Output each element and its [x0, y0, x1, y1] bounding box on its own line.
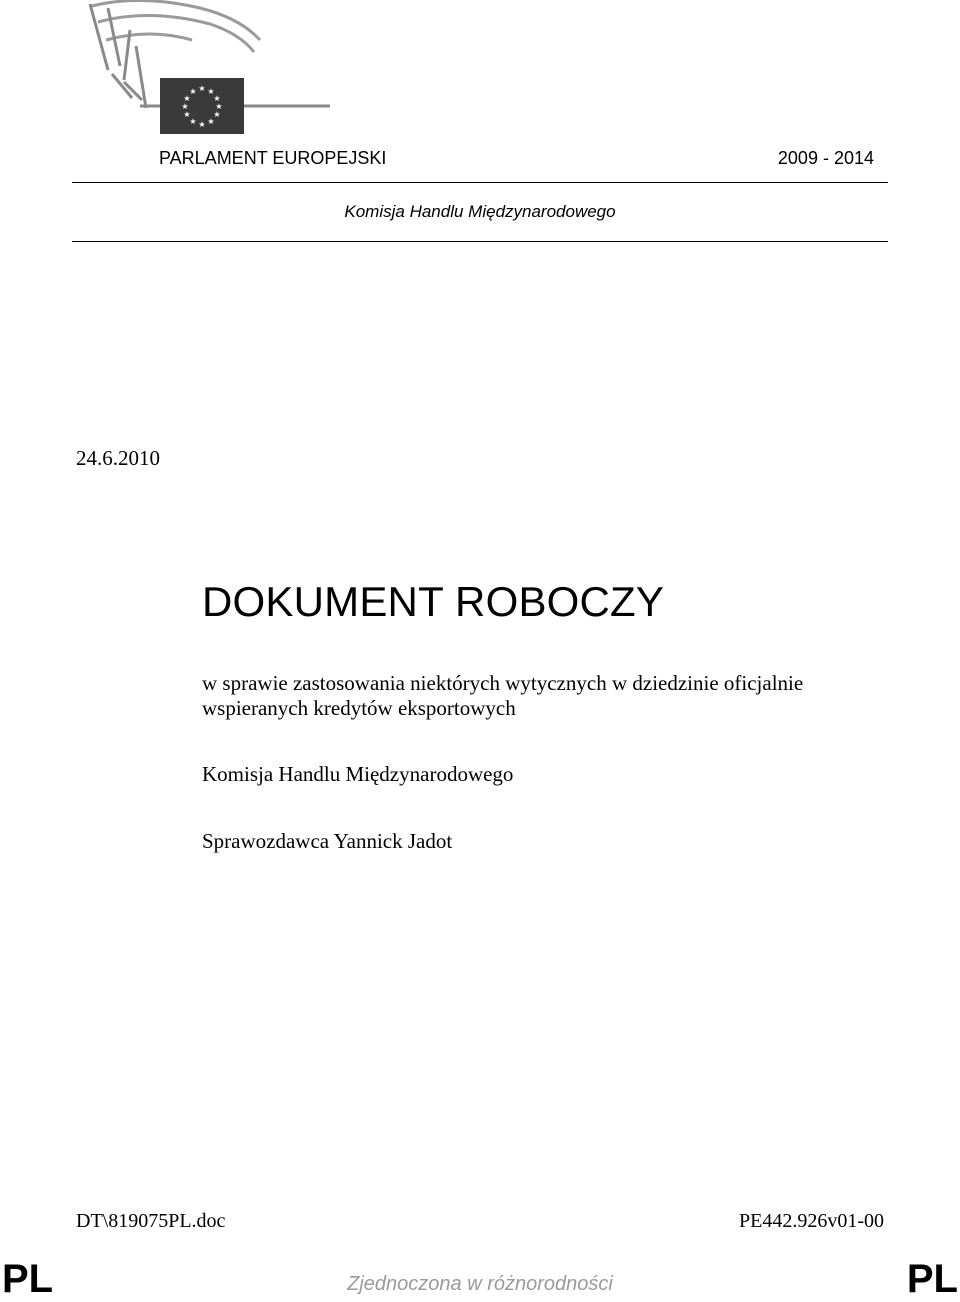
header-divider-bottom [72, 241, 888, 242]
document-title: DOKUMENT ROBOCZY [202, 578, 665, 625]
svg-text:★: ★ [207, 87, 215, 96]
parliamentary-term: 2009 - 2014 [777, 148, 874, 168]
subject-line: wspieranych kredytów eksportowych [202, 696, 516, 720]
svg-text:★: ★ [181, 102, 189, 111]
parliament-emblem-icon [80, 0, 340, 140]
document-header [159, 148, 874, 172]
document-date: 24.6.2010 [76, 446, 160, 470]
svg-text:★: ★ [198, 120, 206, 129]
document-subject [202, 671, 882, 721]
language-code-right: PL [906, 1257, 958, 1301]
header-divider-top [72, 182, 888, 183]
svg-text:★: ★ [183, 110, 191, 119]
svg-text:★: ★ [189, 87, 197, 96]
header-committee: Komisja Handlu Międzynarodowego [344, 202, 616, 221]
committee-name: Komisja Handlu Międzynarodowego [202, 762, 514, 786]
svg-text:★: ★ [207, 117, 215, 126]
svg-text:★: ★ [198, 84, 206, 93]
subject-line: w sprawie zastosowania niektórych wytycznych w dziedzinie oficjalnie [202, 671, 804, 695]
svg-text:★: ★ [189, 117, 197, 126]
language-code-left: PL [2, 1257, 54, 1301]
eu-motto: Zjednoczona w różnorodności [347, 1273, 613, 1295]
institution-name: PARLAMENT EUROPEJSKI [159, 148, 387, 168]
svg-text:★: ★ [213, 110, 221, 119]
svg-text:★: ★ [213, 94, 221, 103]
svg-text:★: ★ [215, 102, 223, 111]
european-parliament-logo [80, 0, 340, 140]
rapporteur: Sprawozdawca Yannick Jadot [202, 829, 453, 853]
file-reference: DT\819075PL.doc [76, 1210, 226, 1232]
svg-text:★: ★ [183, 94, 191, 103]
pe-reference: PE442.926v01-00 [739, 1210, 884, 1232]
